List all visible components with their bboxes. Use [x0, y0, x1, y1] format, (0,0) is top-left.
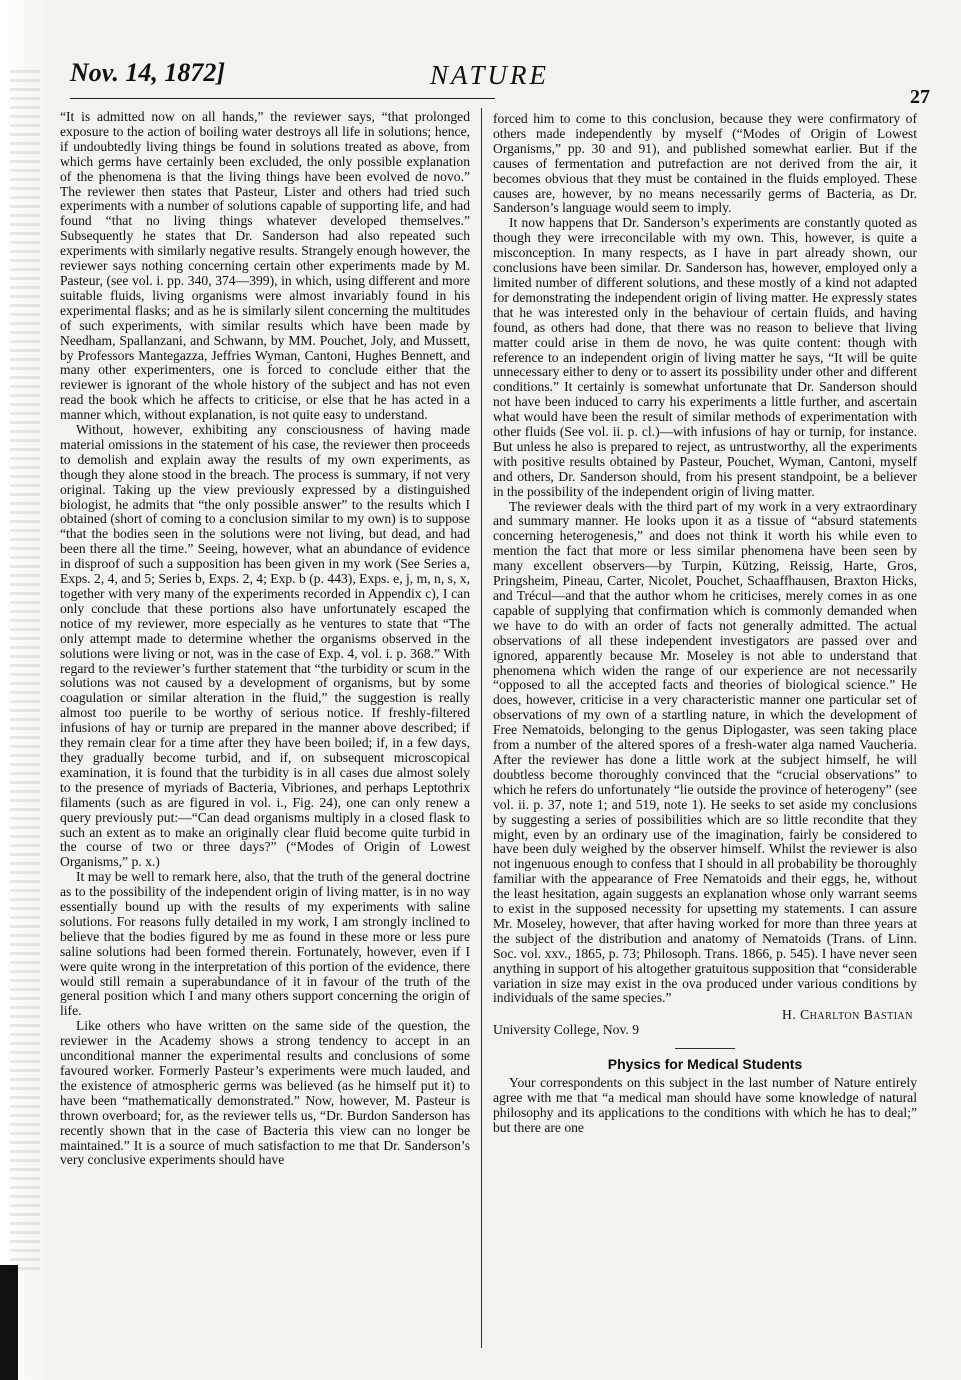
right-column — [493, 112, 917, 1136]
author-signature: H. Charlton Bastian — [782, 1007, 913, 1023]
bleed-through-text — [10, 70, 40, 1270]
paragraph: It may be well to remark here, also, that the truth of the general doctrine as to the possibility of the independent origin of living matter, is in no way essentially bound up with the results of my experiments with saline solutions. For reasons fully detailed in my work, I am strongly inclined to believe that the bodies figured by me as found in these more or less pure saline solutions had been formed therein. Fortunately, however, even if I were quite wrong in the interpretation of this portion of the evidence, there would still remain a superabundance of it in favour of the truth of the general position which I and many others support concerning the origin of life. — [60, 869, 470, 1019]
scanned-page-gutter — [0, 0, 46, 1380]
paragraph: Without, however, exhibiting any consciousness of having made material omissions in the statement of his case, the reviewer then proceeds to demolish and explain away the results of my own experiments, as though they alone stood in the breach. The process is summary, if not very original. Taking up the view previously expressed by a distinguished biologist, he admits that “the only possible answer” to the results which I obtained (short of coming to a conclusion similar to my own) is to suppose “that the bodies seen in the solutions were not living, but dead, and had been there all the time.” Seeing, however, what an abundance of evidence in disproof of such a supposition has been given in my work (See Series a, Exps. 2, 4, and 5; Series b, Exps. 2, 4; Exp. b (p. 443), Exps. e, j, m, n, s, x, together with very many of the experiments recorded in Appendix c), I can only conclude that these portions also have unfortunately escaped the notice of my reviewer, more especially as he ventures to state that “The only attempt made to determine whether the organisms observed in the solutions were living or not, was in the case of Exp. 4, vol. i. p. 368.” With regard to the reviewer’s further statement that “the turbidity or scum in the solutions was not caused by a development of organisms, but by some coagulation or similar alteration in the fluid,” the suggestion is really almost too puerile to be worthy of serious notice. If freshly-filtered infusions of hay or turnip are prepared in the manner above described; if they remain clear for a time after they have been boiled; if, in a few days, they gradually become turbid, and if, on subsequent microscopical examination, it is found that the turbidity is in all cases due almost solely to the presence of myriads of Bacteria, Vibriones, and perhaps Leptothrix filaments (such as are figured in vol. i., Fig. 24), one can only renew a query previously put:—“Can dead organisms multiply in a closed flask to such an extent as to make an originally clear fluid become quite turbid in the course of two or three days?” (“Modes of Origin of Lowest Organisms,” p. x.) — [60, 422, 470, 870]
paragraph: Your correspondents on this subject in the last number of Nature entirely agree with me that “a medical man should have some knowledge of natural philosophy and its applications to the conditions with which he has to deal;” but there are one — [493, 1075, 917, 1135]
header-rule — [70, 98, 495, 99]
header-date: Nov. 14, 1872] — [70, 58, 226, 87]
paragraph: forced him to come to this conclusion, because they were confirmatory of others made independently by myself (“Modes of Origin of Lowest Organisms,” pp. 30 and 91), and published somewhat earlier. But if the causes of fermentation and putrefaction are not derived from the air, it becomes obvious that they must be contained in the fluids employed. These causes are, however, by no means necessarily germs of Bacteria, as Dr. Sanderson’s language would seem to imply. — [493, 111, 917, 216]
left-column — [60, 110, 470, 1168]
paragraph: “It is admitted now on all hands,” the reviewer says, “that prolonged exposure to the action of boiling water destroys all life in solutions; hence, if undoubtedly living things be found in solutions treated as above, from which germs have certainly been excluded, the only possible explanation of the phenomena is that the living things have been evolved de novo.” The reviewer then states that Pasteur, Lister and others had tried such experiments with a number of solutions capable of supporting life, and had found “that no living things whatever developed themselves.” Subsequently he states that Dr. Sanderson had also repeated such experiments with similarly negative results. Strangely enough however, the reviewer says nothing concerning certain other experiments made by M. Pasteur, (see vol. i. pp. 340, 374—399), in which, using different and more suitable fluids, living organisms were almost invariably found in his experimental flasks; and as he is similarly silent concerning the multitudes of such experiments, with similar results which have been made by Needham, Spallanzani, and Schwann, by MM. Pouchet, Joly, and Mussett, by Professors Mantegazza, Jeffries Wyman, Cantoni, Hughes Bennett, and many other experimenters, one is forced to conclude either that the reviewer is ignorant of the whole history of the subject and has not even read the book which he affects to criticise, or else that he has acted in a manner which, without explanation, is not quite easy to understand. — [60, 109, 470, 423]
paragraph: Like others who have written on the same side of the question, the reviewer in the Academy shows a strong tendency to accept in an unconditional manner the experimental results and conclusions of some favoured worker. Formerly Pasteur’s experiments were much lauded, and the existence of atmospheric germs was believed (as he himself put it) to have been “mathematically demonstrated.” Now, however, M. Pasteur is thrown overboard; for, as the reviewer tells us, “Dr. Burdon Sanderson has recently shown that in the case of Bacteria this view can no longer be maintained.” It is a source of much satisfaction to me that Dr. Sanderson’s very conclusive experiments should have — [60, 1018, 470, 1168]
section-separator — [675, 1048, 735, 1049]
column-divider — [481, 108, 482, 1348]
place-date: University College, Nov. 9 — [493, 1022, 639, 1038]
paragraph: The reviewer deals with the third part of my work in a very extraordinary and summary manner. He looks upon it as a tissue of “absurd statements concerning heterogenesis,” and does not think it worth his while even to mention the fact that more or less similar phenomena have been seen by many excellent observers—by Turpin, Kützing, Reissig, Harte, Gros, Pringsheim, Pineau, Carter, Nicolet, Pouchet, Schaaffhausen, Braxton Hicks, and Trécul—and that the author whom he criticises, merely comes in as one capable of supplying that confirmation which is commonly demanded when we have to do with an order of facts not generally admitted. The actual observations of all these independent investigators are passed over and ignored, apparently because Mr. Moseley is not able to understand that phenomena which widen the range of our experience are not necessarily “opposed to all the accepted facts and theories of biological science.” He does, however, criticise in a very characteristic manner one particular set of observations of my own of a startling nature, in which the development of Free Nematoids, belonging to the genus Diplogaster, was seen taking place from a number of the altered spores of a fresh-water alga named Vaucheria. After the reviewer has done a little work at the subject himself, he will doubtless become thoroughly convinced that the “crucial observations” to which he refers do unfortunately “lie outside the province of heterogeny” (see vol. ii. p. 37, note 1; and 519, note 1). He seeks to set aside my conclusions by suggesting a series of possibilities which are so little recondite that they might, even by an ordinary use of the imagination, fairly be considered to have been duly weighed by the observer himself. Whilst the reviewer is also not ingenuous enough to confess that I should in all probability be thoroughly familiar with the appearance of Free Nematoids and their eggs, he, without the least hesitation, again suggests an explanation whose only warrant seems to exist in the supposed necessity for upsetting my statements. I can assure Mr. Moseley, however, that after having worked for more than three years at the subject of the distribution and anatomy of Nematoids (Trans. of Linn. Soc. vol. xxv., 1865, p. 73; Philosoph. Trans. 1866, p. 545). I have never seen anything in support of his altogether gratuitous supposition that “considerable variation in size may exist in the ova produced under various conditions by individuals of the same species.” — [493, 498, 917, 1006]
page-number: 27 — [910, 86, 930, 108]
paragraph: It now happens that Dr. Sanderson’s experiments are constantly quoted as though they were irreconcilable with my own. This, however, is quite a misconception. In many respects, as I have in part already shown, our conclusions have been similar. Dr. Sanderson has, however, employed only a limited number of different solutions, and these mostly of a kind not adapted for demonstrating the independent origin of living matter. He expressly states that he was interested only in the behaviour of certain fluids, and having found, as others had done, that there was no reason to believe that living matter could arise in them de novo, he was quite content: though with reference to an independent origin of living matter he says, “It will be quite unnecessary either to deny or to assert its possibility under other and different conditions.” It certainly is somewhat unfortunate that Dr. Sanderson should not have been induced to carry his experiments a little further, and ascertain what would have been the result of similar methods of experimentation with other fluids (See vol. ii. p. cl.)—with infusions of hay or turnip, for instance. But unless he also is prepared to reject, as untrustworthy, all the experiments with positive results obtained by Pasteur, Pouchet, Wyman, Cantoni, myself and others, Dr. Sanderson should, from his present standpoint, be a believer in the possibility of the independent origin of living matter. — [493, 215, 917, 499]
section-heading: Physics for Medical Students — [607, 1056, 803, 1073]
journal-title: NATURE — [430, 60, 549, 90]
page-header — [70, 58, 930, 108]
scan-edge-shadow — [0, 1265, 18, 1380]
